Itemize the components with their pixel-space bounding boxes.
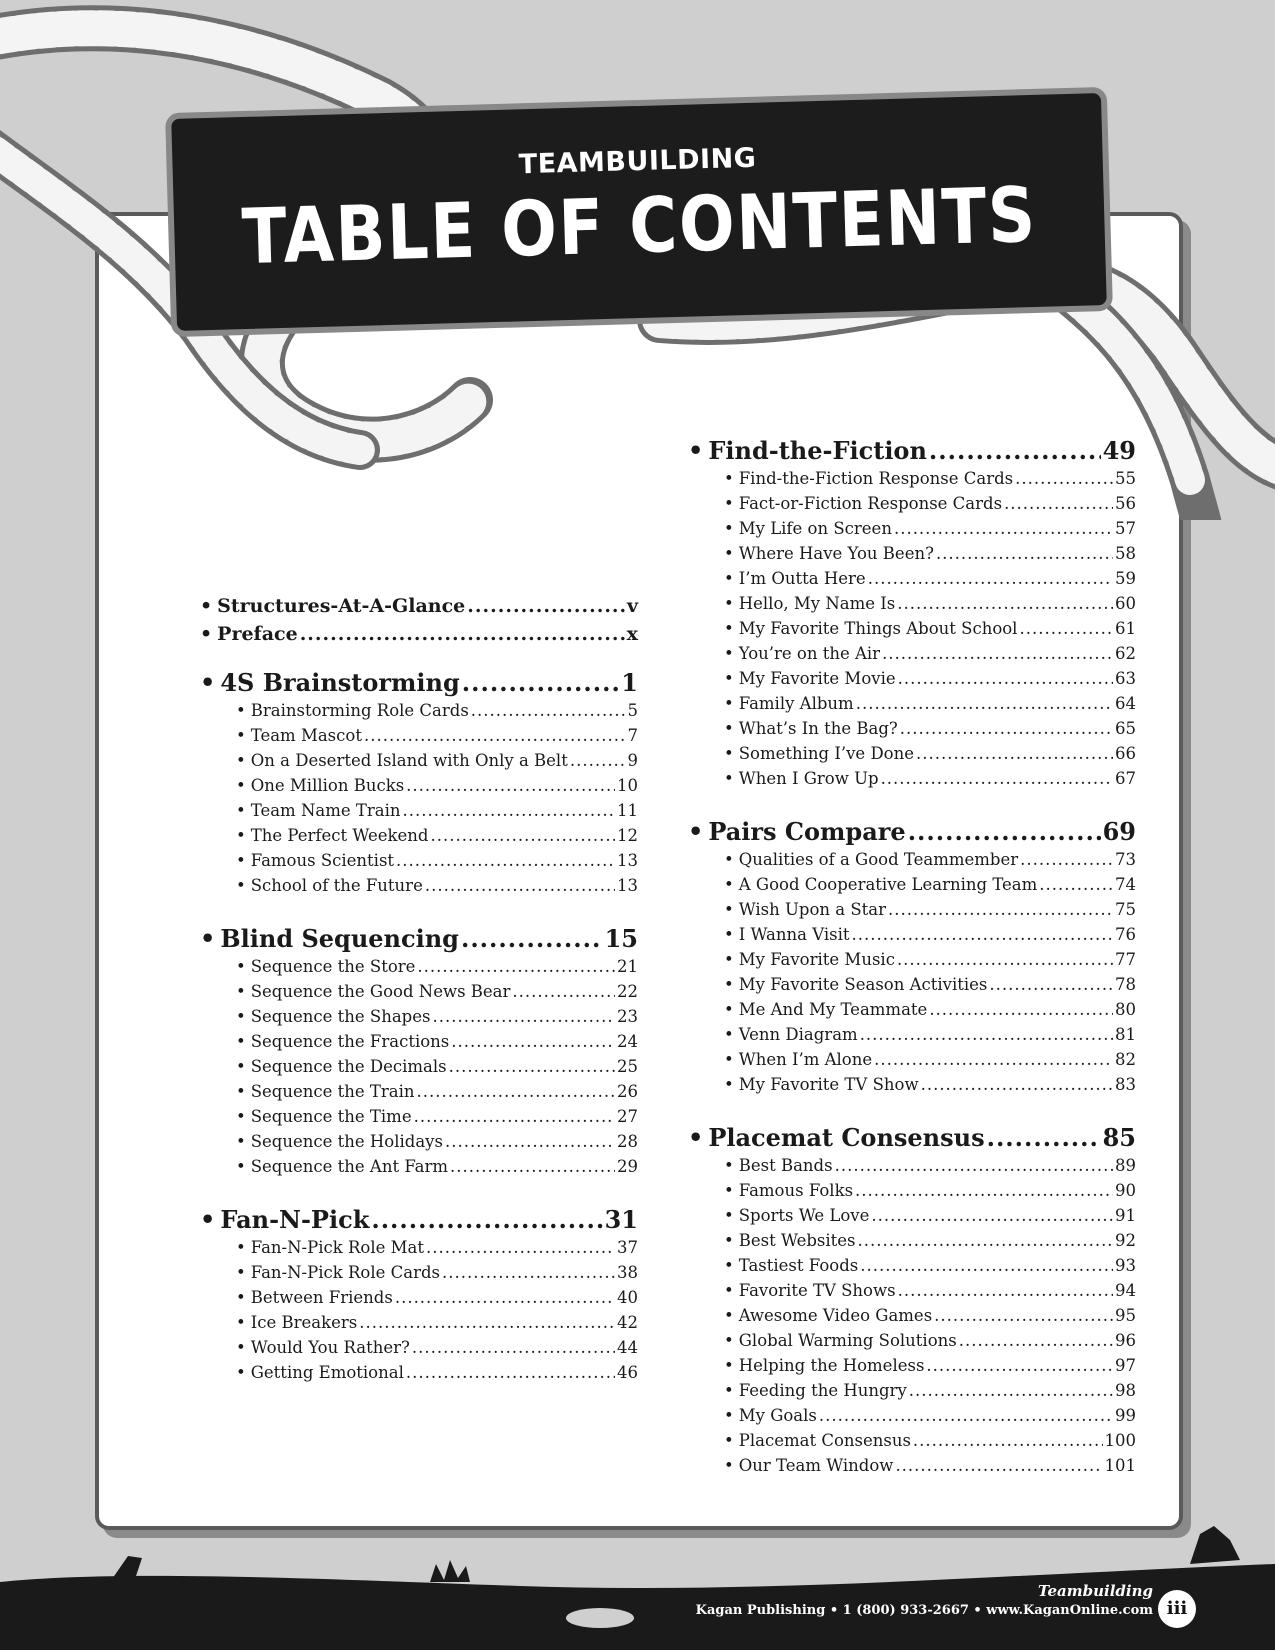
- toc-section: [200, 924, 638, 1179]
- section-title: 4S Brainstorming: [220, 668, 460, 697]
- subentry-page: 21: [617, 957, 638, 976]
- dot-leader: [451, 1029, 615, 1054]
- subentry-label: Sequence the Train: [250, 1082, 415, 1101]
- subentry-page: 93: [1115, 1256, 1136, 1275]
- dot-leader: [417, 954, 615, 979]
- subentry-label: Sequence the Good News Bear: [250, 982, 511, 1001]
- subentry-label: Between Friends: [250, 1288, 393, 1307]
- dot-leader: [395, 1285, 615, 1310]
- subentry-page: 5: [627, 701, 638, 720]
- subentry-page: 65: [1115, 719, 1136, 738]
- subentry-page: 37: [617, 1238, 638, 1257]
- toc-entry[interactable]: • Structures-At-A-Glance ..... v: [200, 592, 638, 620]
- dot-leader: [300, 620, 625, 648]
- toc-subentry[interactable]: • Tastiest Foods ..... 93: [688, 1253, 1136, 1278]
- subentry-page: 83: [1115, 1075, 1136, 1094]
- section-page: 15: [604, 924, 638, 953]
- toc-subentry[interactable]: • Qualities of a Good Teammember ..... 73: [688, 847, 1136, 872]
- dot-leader: [959, 1328, 1113, 1353]
- subentry-label: You’re on the Air: [738, 644, 881, 663]
- subentry-page: 64: [1115, 694, 1136, 713]
- toc-subentry[interactable]: • Sequence the Decimals ..... 25: [200, 1054, 638, 1079]
- footer-publisher-info: Kagan Publishing • 1 (800) 933-2667 • www.KaganOnline.com: [695, 1603, 1153, 1618]
- entry-page: x: [626, 623, 638, 645]
- section-page: 85: [1102, 1123, 1136, 1152]
- dot-leader: [934, 1303, 1113, 1328]
- toc-subentry[interactable]: • Global Warming Solutions ..... 96: [688, 1328, 1136, 1353]
- footer-text: [696, 1582, 1153, 1618]
- toc-subentry[interactable]: • Team Mascot ..... 7: [200, 723, 638, 748]
- subentry-label: One Million Bucks: [250, 776, 405, 795]
- page-title: TABLE OF CONTENTS: [240, 169, 1038, 282]
- subentry-label: School of the Future: [250, 876, 423, 895]
- subentry-label: Sequence the Time: [250, 1107, 412, 1126]
- subentry-page: 29: [617, 1157, 638, 1176]
- section-page: 31: [604, 1205, 638, 1234]
- dot-leader: [894, 516, 1113, 541]
- toc-subentry[interactable]: • Team Name Train ..... 11: [200, 798, 638, 823]
- subentry-page: 89: [1115, 1156, 1136, 1175]
- toc-subentry[interactable]: • Brainstorming Role Cards ..... 5: [200, 698, 638, 723]
- subentry-label: Team Name Train: [250, 801, 401, 820]
- toc-subentry[interactable]: • Helping the Homeless ..... 97: [688, 1353, 1136, 1378]
- subentry-label: Tastiest Foods: [738, 1256, 859, 1275]
- dot-leader: [895, 1453, 1102, 1478]
- toc-subentry[interactable]: • Sequence the Holidays ..... 28: [200, 1129, 638, 1154]
- toc-section: [200, 668, 638, 898]
- subentry-page: 44: [617, 1338, 638, 1357]
- subentry-label: Favorite TV Shows: [738, 1281, 896, 1300]
- subentry-label: Sequence the Store: [250, 957, 416, 976]
- subentry-page: 67: [1115, 769, 1136, 788]
- toc-subentry[interactable]: • Best Bands ..... 89: [688, 1153, 1136, 1178]
- dot-leader: [897, 591, 1113, 616]
- toc-subentry[interactable]: • Sequence the Train ..... 26: [200, 1079, 638, 1104]
- subentry-label: Brainstorming Role Cards: [250, 701, 469, 720]
- subentry-page: 10: [617, 776, 638, 795]
- subentry-page: 76: [1115, 925, 1136, 944]
- toc-subentry[interactable]: • You’re on the Air ..... 62: [688, 641, 1136, 666]
- subentry-page: 81: [1115, 1025, 1136, 1044]
- subentry-label: My Favorite Season Activities: [738, 975, 988, 994]
- subentry-page: 101: [1104, 1456, 1136, 1475]
- subentry-page: 62: [1115, 644, 1136, 663]
- subentry-label: Sequence the Fractions: [250, 1032, 450, 1051]
- section-title: Blind Sequencing: [220, 924, 459, 953]
- dot-leader: [897, 947, 1113, 972]
- dot-leader: [856, 691, 1113, 716]
- dot-leader: [1004, 491, 1113, 516]
- toc-subentry[interactable]: • Our Team Window ..... 101: [688, 1453, 1136, 1478]
- toc-subentry[interactable]: • When I’m Alone ..... 82: [688, 1047, 1136, 1072]
- dot-leader: [860, 1022, 1113, 1047]
- section-heading[interactable]: • 4S Brainstorming ..... 1: [200, 668, 638, 698]
- subentry-page: 75: [1115, 900, 1136, 919]
- toc-subentry[interactable]: • Sequence the Store ..... 21: [200, 954, 638, 979]
- toc-subentry[interactable]: • On a Deserted Island with Only a Belt ..... 9: [200, 748, 638, 773]
- subentry-label: Wish Upon a Star: [738, 900, 887, 919]
- dot-leader: [874, 1047, 1113, 1072]
- subentry-label: Fan-N-Pick Role Mat: [250, 1238, 424, 1257]
- toc-section: [688, 1123, 1136, 1478]
- subentry-label: Ice Breakers: [250, 1313, 358, 1332]
- subentry-page: 60: [1115, 594, 1136, 613]
- subentry-label: A Good Cooperative Learning Team: [738, 875, 1038, 894]
- subentry-page: 97: [1115, 1356, 1136, 1375]
- subentry-page: 92: [1115, 1231, 1136, 1250]
- toc-subentry[interactable]: • Sequence the Good News Bear ..... 22: [200, 979, 638, 1004]
- dot-leader: [851, 922, 1113, 947]
- dot-leader: [855, 1178, 1113, 1203]
- toc-subentry[interactable]: • Getting Emotional ..... 46: [200, 1360, 638, 1385]
- section-heading[interactable]: • Find-the-Fiction ..... 49: [688, 436, 1136, 466]
- dot-leader: [371, 1205, 602, 1235]
- subentry-label: Famous Scientist: [250, 851, 395, 870]
- subentry-label: What’s In the Bag?: [738, 719, 898, 738]
- subentry-page: 77: [1115, 950, 1136, 969]
- dot-leader: [921, 1072, 1113, 1097]
- subentry-page: 80: [1115, 1000, 1136, 1019]
- dot-leader: [449, 1054, 615, 1079]
- toc-subentry[interactable]: • Sequence the Shapes ..... 23: [200, 1004, 638, 1029]
- toc-subentry[interactable]: • Me And My Teammate ..... 80: [688, 997, 1136, 1022]
- dot-leader: [414, 1104, 615, 1129]
- dot-leader: [461, 924, 603, 954]
- toc-subentry[interactable]: • The Perfect Weekend ..... 12: [200, 823, 638, 848]
- toc-subentry[interactable]: • One Million Bucks ..... 10: [200, 773, 638, 798]
- dot-leader: [909, 1378, 1113, 1403]
- dot-leader: [871, 1203, 1113, 1228]
- subentry-label: When I Grow Up: [738, 769, 879, 788]
- dot-leader: [406, 773, 615, 798]
- toc-subentry[interactable]: • Famous Folks ..... 90: [688, 1178, 1136, 1203]
- subentry-label: My Goals: [738, 1406, 817, 1425]
- dot-leader: [450, 1154, 615, 1179]
- toc-subentry[interactable]: • Between Friends ..... 40: [200, 1285, 638, 1310]
- toc-subentry[interactable]: • Sequence the Ant Farm ..... 29: [200, 1154, 638, 1179]
- toc-subentry[interactable]: • My Favorite Music ..... 77: [688, 947, 1136, 972]
- toc-subentry[interactable]: • Feeding the Hungry ..... 98: [688, 1378, 1136, 1403]
- dot-leader: [936, 541, 1113, 566]
- dot-leader: [570, 748, 626, 773]
- dot-leader: [898, 666, 1113, 691]
- subentry-page: 55: [1115, 469, 1136, 488]
- toc-subentry[interactable]: • My Goals ..... 99: [688, 1403, 1136, 1428]
- toc-subentry[interactable]: • Sports We Love ..... 91: [688, 1203, 1136, 1228]
- dot-leader: [835, 1153, 1113, 1178]
- subentry-label: Awesome Video Games: [738, 1306, 933, 1325]
- dot-leader: [881, 766, 1113, 791]
- subentry-label: The Perfect Weekend: [250, 826, 429, 845]
- subentry-page: 13: [617, 876, 638, 895]
- subentry-page: 38: [617, 1263, 638, 1282]
- subentry-label: Sequence the Ant Farm: [250, 1157, 449, 1176]
- subentry-page: 58: [1115, 544, 1136, 563]
- dot-leader: [900, 716, 1113, 741]
- subentry-page: 27: [617, 1107, 638, 1126]
- footer-book-title: Teambuilding: [1038, 1582, 1153, 1600]
- dot-leader: [888, 897, 1113, 922]
- subentry-page: 94: [1115, 1281, 1136, 1300]
- dot-leader: [445, 1129, 615, 1154]
- subentry-label: Find-the-Fiction Response Cards: [738, 469, 1014, 488]
- subentry-label: Famous Folks: [738, 1181, 854, 1200]
- toc-subentry[interactable]: • I’m Outta Here ..... 59: [688, 566, 1136, 591]
- subentry-page: 99: [1115, 1406, 1136, 1425]
- subentry-label: Sequence the Holidays: [250, 1132, 443, 1151]
- toc-subentry[interactable]: • Famous Scientist ..... 13: [200, 848, 638, 873]
- toc-left-column: [200, 592, 638, 1411]
- subentry-page: 78: [1115, 975, 1136, 994]
- subentry-page: 73: [1115, 850, 1136, 869]
- subentry-page: 46: [617, 1363, 638, 1382]
- toc-subentry[interactable]: • Wish Upon a Star ..... 75: [688, 897, 1136, 922]
- header-kicker: TEAMBUILDING: [518, 142, 757, 181]
- toc-subentry[interactable]: • Ice Breakers ..... 42: [200, 1310, 638, 1335]
- subentry-label: When I’m Alone: [738, 1050, 873, 1069]
- dot-leader: [926, 1353, 1113, 1378]
- subentry-label: My Favorite Music: [738, 950, 895, 969]
- dot-leader: [406, 1360, 615, 1385]
- subentry-page: 23: [617, 1007, 638, 1026]
- dot-leader: [929, 436, 1101, 466]
- front-matter: [200, 592, 638, 648]
- subentry-label: On a Deserted Island with Only a Belt: [250, 751, 568, 770]
- entry-page: v: [626, 595, 638, 617]
- subentry-label: Helping the Homeless: [738, 1356, 925, 1375]
- subentry-page: 90: [1115, 1181, 1136, 1200]
- subentry-page: 11: [617, 801, 638, 820]
- dot-leader: [989, 972, 1113, 997]
- subentry-page: 91: [1115, 1206, 1136, 1225]
- toc-entry[interactable]: • Preface ..... x: [200, 620, 638, 648]
- section-page: 69: [1102, 817, 1136, 846]
- subentry-label: Qualities of a Good Teammember: [738, 850, 1019, 869]
- toc-subentry[interactable]: • Placemat Consensus ..... 100: [688, 1428, 1136, 1453]
- subentry-label: Me And My Teammate: [738, 1000, 928, 1019]
- dot-leader: [868, 566, 1113, 591]
- subentry-page: 56: [1115, 494, 1136, 513]
- subentry-label: Team Mascot: [250, 726, 362, 745]
- dot-leader: [432, 1004, 615, 1029]
- subentry-label: Getting Emotional: [250, 1363, 404, 1382]
- toc-subentry[interactable]: • School of the Future ..... 13: [200, 873, 638, 898]
- header-banner: [165, 87, 1113, 337]
- toc-subentry[interactable]: • What’s In the Bag? ..... 65: [688, 716, 1136, 741]
- subentry-label: Hello, My Name Is: [738, 594, 896, 613]
- section-page: 1: [621, 668, 638, 697]
- section-heading[interactable]: • Pairs Compare ..... 69: [688, 817, 1136, 847]
- dot-leader: [1039, 872, 1113, 897]
- subentry-page: 74: [1115, 875, 1136, 894]
- subentry-page: 59: [1115, 569, 1136, 588]
- subentry-label: Best Bands: [738, 1156, 833, 1175]
- dot-leader: [442, 1260, 615, 1285]
- dot-leader: [858, 1228, 1113, 1253]
- dot-leader: [462, 668, 620, 698]
- dot-leader: [916, 741, 1113, 766]
- section-heading[interactable]: • Placemat Consensus ..... 85: [688, 1123, 1136, 1153]
- subentry-label: My Life on Screen: [738, 519, 892, 538]
- section-heading[interactable]: • Fan-N-Pick ..... 31: [200, 1205, 638, 1235]
- subentry-page: 57: [1115, 519, 1136, 538]
- section-heading[interactable]: • Blind Sequencing ..... 15: [200, 924, 638, 954]
- dot-leader: [913, 1428, 1103, 1453]
- subentry-page: 42: [617, 1313, 638, 1332]
- toc-subentry[interactable]: • Something I’ve Done ..... 66: [688, 741, 1136, 766]
- dot-leader: [882, 641, 1113, 666]
- subentry-label: Sequence the Shapes: [250, 1007, 431, 1026]
- toc-subentry[interactable]: • Family Album ..... 64: [688, 691, 1136, 716]
- dot-leader: [359, 1310, 615, 1335]
- subentry-label: Feeding the Hungry: [738, 1381, 907, 1400]
- subentry-label: Fact-or-Fiction Response Cards: [738, 494, 1003, 513]
- subentry-page: 7: [627, 726, 638, 745]
- subentry-page: 66: [1115, 744, 1136, 763]
- toc-subentry[interactable]: • Would You Rather? ..... 44: [200, 1335, 638, 1360]
- toc-right-column: [688, 436, 1136, 1504]
- subentry-page: 28: [617, 1132, 638, 1151]
- toc-section: [200, 1205, 638, 1385]
- dot-leader: [412, 1335, 615, 1360]
- dot-leader: [467, 592, 625, 620]
- dot-leader: [819, 1403, 1113, 1428]
- subentry-page: 96: [1115, 1331, 1136, 1350]
- subentry-label: I Wanna Visit: [738, 925, 850, 944]
- subentry-page: 40: [617, 1288, 638, 1307]
- subentry-label: Family Album: [738, 694, 854, 713]
- toc-subentry[interactable]: • Where Have You Been? ..... 58: [688, 541, 1136, 566]
- toc-subentry[interactable]: • My Life on Screen ..... 57: [688, 516, 1136, 541]
- dot-leader: [471, 698, 626, 723]
- subentry-label: Placemat Consensus: [738, 1431, 911, 1450]
- subentry-page: 9: [627, 751, 638, 770]
- subentry-label: Venn Diagram: [738, 1025, 858, 1044]
- subentry-label: Sequence the Decimals: [250, 1057, 447, 1076]
- subentry-label: My Favorite Things About School: [738, 619, 1018, 638]
- subentry-label: Where Have You Been?: [738, 544, 934, 563]
- subentry-page: 95: [1115, 1306, 1136, 1325]
- dot-leader: [1015, 466, 1113, 491]
- section-title: Pairs Compare: [708, 817, 906, 846]
- entry-label: Structures-At-A-Glance: [217, 595, 466, 617]
- subentry-label: My Favorite TV Show: [738, 1075, 919, 1094]
- toc-subentry[interactable]: • Favorite TV Shows ..... 94: [688, 1278, 1136, 1303]
- dot-leader: [987, 1123, 1101, 1153]
- subentry-page: 61: [1115, 619, 1136, 638]
- toc-subentry[interactable]: • When I Grow Up ..... 67: [688, 766, 1136, 791]
- dot-leader: [430, 823, 615, 848]
- toc-subentry[interactable]: • Fact-or-Fiction Response Cards ..... 56: [688, 491, 1136, 516]
- toc-subentry[interactable]: • My Favorite Things About School ..... 61: [688, 616, 1136, 641]
- subentry-label: Fan-N-Pick Role Cards: [250, 1263, 441, 1282]
- subentry-page: 63: [1115, 669, 1136, 688]
- toc-subentry[interactable]: • My Favorite TV Show ..... 83: [688, 1072, 1136, 1097]
- dot-leader: [425, 873, 615, 898]
- toc-subentry[interactable]: • Sequence the Fractions ..... 24: [200, 1029, 638, 1054]
- toc-section: [688, 817, 1136, 1097]
- toc-subentry[interactable]: • Awesome Video Games ..... 95: [688, 1303, 1136, 1328]
- subentry-page: 82: [1115, 1050, 1136, 1069]
- dot-leader: [1020, 847, 1113, 872]
- toc-subentry[interactable]: • My Favorite Movie ..... 63: [688, 666, 1136, 691]
- section-title: Find-the-Fiction: [708, 436, 927, 465]
- subentry-page: 26: [617, 1082, 638, 1101]
- section-page: 49: [1102, 436, 1136, 465]
- toc-subentry[interactable]: • I Wanna Visit ..... 76: [688, 922, 1136, 947]
- entry-label: Preface: [217, 623, 298, 645]
- dot-leader: [512, 979, 615, 1004]
- dot-leader: [403, 798, 615, 823]
- page-number-badge: iii: [1158, 1590, 1196, 1628]
- subentry-page: 25: [617, 1057, 638, 1076]
- subentry-page: 100: [1104, 1431, 1136, 1450]
- subentry-label: Our Team Window: [738, 1456, 894, 1475]
- toc-subentry[interactable]: • Fan-N-Pick Role Mat ..... 37: [200, 1235, 638, 1260]
- section-title: Placemat Consensus: [708, 1123, 985, 1152]
- subentry-page: 24: [617, 1032, 638, 1051]
- dot-leader: [426, 1235, 615, 1260]
- subentry-page: 12: [617, 826, 638, 845]
- dot-leader: [898, 1278, 1113, 1303]
- dot-leader: [364, 723, 626, 748]
- toc-section: [688, 436, 1136, 791]
- toc-subentry[interactable]: • Venn Diagram ..... 81: [688, 1022, 1136, 1047]
- toc-subentry[interactable]: • Sequence the Time ..... 27: [200, 1104, 638, 1129]
- subentry-label: I’m Outta Here: [738, 569, 866, 588]
- subentry-page: 22: [617, 982, 638, 1001]
- dot-leader: [908, 817, 1101, 847]
- subentry-label: Best Websites: [738, 1231, 856, 1250]
- subentry-label: Something I’ve Done: [738, 744, 914, 763]
- subentry-page: 13: [617, 851, 638, 870]
- toc-subentry[interactable]: • A Good Cooperative Learning Team ..... 74: [688, 872, 1136, 897]
- toc-subentry[interactable]: • My Favorite Season Activities ..... 78: [688, 972, 1136, 997]
- dot-leader: [1019, 616, 1113, 641]
- subentry-label: Global Warming Solutions: [738, 1331, 957, 1350]
- dot-leader: [929, 997, 1113, 1022]
- dot-leader: [417, 1079, 615, 1104]
- dot-leader: [860, 1253, 1113, 1278]
- subentry-page: 98: [1115, 1381, 1136, 1400]
- toc-subentry[interactable]: • Find-the-Fiction Response Cards ..... 55: [688, 466, 1136, 491]
- toc-subentry[interactable]: • Fan-N-Pick Role Cards ..... 38: [200, 1260, 638, 1285]
- section-title: Fan-N-Pick: [220, 1205, 370, 1234]
- toc-subentry[interactable]: • Best Websites ..... 92: [688, 1228, 1136, 1253]
- toc-subentry[interactable]: • Hello, My Name Is ..... 60: [688, 591, 1136, 616]
- dot-leader: [396, 848, 615, 873]
- subentry-label: Sports We Love: [738, 1206, 870, 1225]
- subentry-label: Would You Rather?: [250, 1338, 410, 1357]
- subentry-label: My Favorite Movie: [738, 669, 896, 688]
